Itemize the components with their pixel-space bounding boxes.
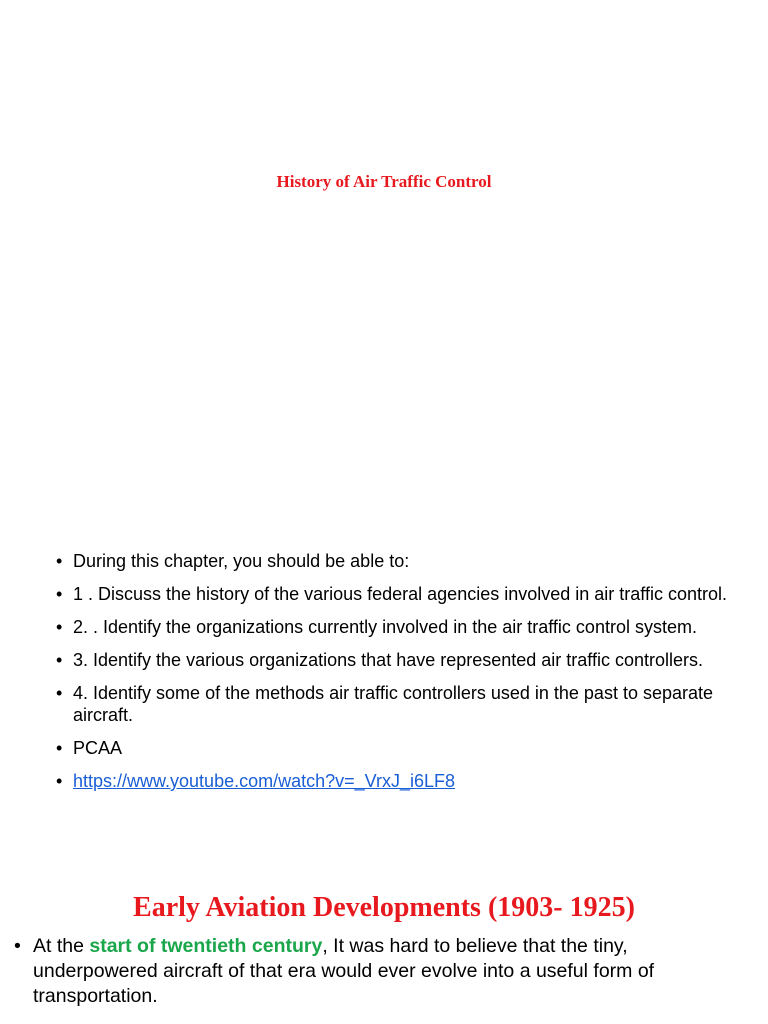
youtube-link[interactable]: https://www.youtube.com/watch?v=_VrxJ_i6LF8 [73, 771, 456, 791]
list-item: • 2. . Identify the organizations currently involved in the air traffic control system. [56, 616, 736, 638]
list-item: • 4. Identify some of the methods air traffic controllers used in the past to separate aircraft. [56, 682, 736, 726]
list-item-link [56, 770, 736, 792]
body-list [14, 934, 754, 1015]
section-heading: Early Aviation Developments (1903- 1925) [133, 892, 635, 923]
objectives-list [56, 550, 736, 803]
paragraph-text: At the [33, 935, 90, 957]
list-item: • PCAA [56, 737, 736, 759]
paragraph-text: , It was hard to believe that the tiny, underpowered aircraft of that era would ever evolve into a useful form of transportation. [33, 935, 655, 1007]
list-item: • 3. Identify the various organizations that have represented air traffic controllers. [56, 649, 736, 671]
slide-title: History of Air Traffic Control [276, 172, 492, 191]
list-item: • During this chapter, you should be able to: [56, 550, 736, 572]
list-item: • 1 . Discuss the history of the various federal agencies involved in air traffic control. [56, 583, 736, 605]
list-item [14, 934, 754, 1009]
highlight-text: start of twentieth century [89, 935, 323, 957]
